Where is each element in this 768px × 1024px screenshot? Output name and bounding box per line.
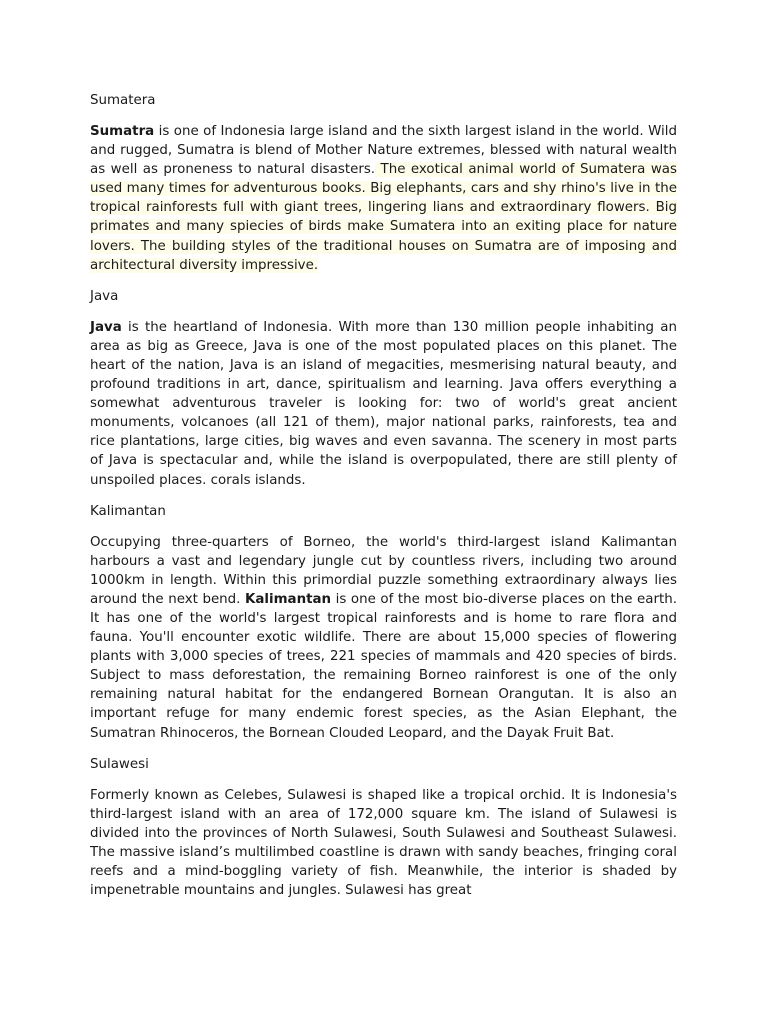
paragraph-text: Occupying three-quarters of Borneo, the world's third-largest island Kalimantan harbours a vast and legendary jungle cut by countless rivers, including two around 1000km in length. Within this primordial puzzle something extraordinary always lies around the next bend. <box>90 534 677 607</box>
paragraph-text: is one of Indonesia large island and the sixth largest island in the world. Wild and rugged, Sumatra is blend of Mother Nature extremes, blessed with natural wealth as well as proneness to natural disasters. <box>90 124 677 178</box>
paragraph-kalimantan <box>90 533 677 743</box>
section-heading-sumatera: Sumatera <box>90 93 156 108</box>
highlighted-text: The exotical animal world of Sumatera was used many times for adventurous books. Big elephants, cars and shy rhino's live in the tropical rainforests full with giant trees, lingering lians and extraordinary flowers. Big primates and many spiecies of birds make Sumatera into an exiting place for nature lovers. The building styles of the traditional houses on Sumatra are of imposing and architectural diversity impressive. <box>90 162 677 273</box>
bold-term-kalimantan: Kalimantan <box>245 591 332 607</box>
paragraph-sulawesi <box>90 786 677 901</box>
paragraph-sumatera <box>90 122 677 275</box>
paragraph-text: is one of the most bio-diverse places on the earth. It has one of the world's largest tropical rainforests and is home to rare flora and fauna. You'll encounter exotic wildlife. There are about 15,000 species of flowering plants with 3,000 species of trees, 221 species of mammals and 420 species of birds. Subject to mass deforestation, the remaining Borneo rainforest is one of the only remaining natural habitat for the endangered Bornean Orangutan. It is also an important refuge for many endemic forest species, as the Asian Elephant, the Sumatran Rhinoceros, the Bornean Clouded Leopard, and the Dayak Fruit Bat. <box>90 591 677 741</box>
paragraph-java <box>90 318 677 490</box>
paragraph-text: Formerly known as Celebes, Sulawesi is shaped like a tropical orchid. It is Indonesia's third-largest island with an area of 172,000 square km. The island of Sulawesi is divided into the provinces of North Sulawesi, South Sulawesi and Southeast Sulawesi. The massive island’s multilimbed coastline is drawn with sandy beaches, fringing coral reefs and a mind-boggling variety of fish. Meanwhile, the interior is shaded by impenetrable mountains and jungles. Sulawesi has great <box>90 787 677 899</box>
bold-term-sumatra: Sumatra <box>90 124 155 139</box>
paragraph-text: is the heartland of Indonesia. With more than 130 million people inhabiting an area as big as Greece, Java is one of the most populated places on this planet. The heart of the nation, Java is an island of megacities, mesmerising natural beauty, and profound traditions in art, dance, spiritualism and learning. Java offers everything a somewhat adventurous traveler is looking for: two of world's great ancient monuments, volcanoes (all 121 of them), major national parks, rainforests, tea and rice plantations, large cities, big waves and even savanna. The scenery in most parts of Java is spectacular and, while the island is overpopulated, there are still plenty of unspoiled places. corals islands. <box>90 319 677 488</box>
section-heading-kalimantan: Kalimantan <box>90 503 166 519</box>
bold-term-java: Java <box>90 319 122 335</box>
section-heading-sulawesi: Sulawesi <box>90 756 149 772</box>
document-page <box>90 91 677 912</box>
section-heading-java: Java <box>90 288 119 304</box>
